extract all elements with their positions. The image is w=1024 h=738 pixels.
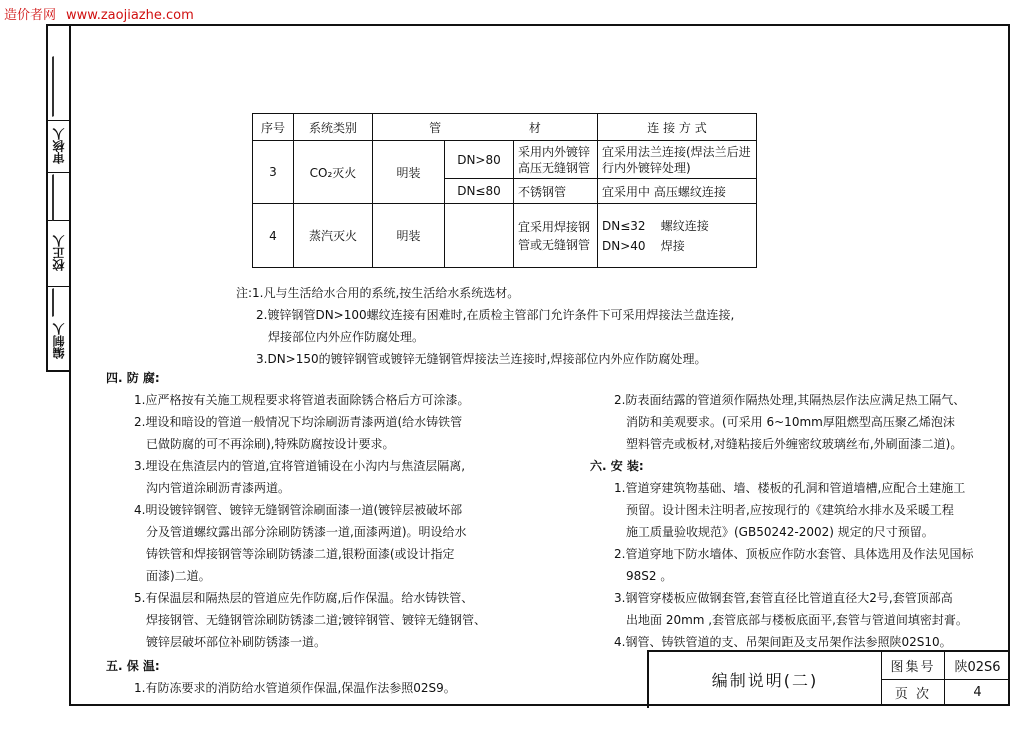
sec4-p5a: 5.有保温层和隔热层的管道应先作防腐,后作保温。给水铸铁管、 — [134, 591, 474, 605]
sec4-p4c: 铸铁管和焊接钢管等涂刷防锈漆二道,银粉面漆(或设计指定 — [146, 547, 455, 561]
drawing-title: 编制说明(二) — [649, 652, 882, 706]
row3b-connection: 宜采用中 高压螺纹连接 — [598, 179, 757, 204]
notes-label: 注: — [236, 286, 253, 300]
sec4-p5c: 镀锌层破坏部位补刷防锈漆一道。 — [146, 635, 327, 649]
col-connection: 连 接 方 式 — [598, 114, 757, 141]
sec4r-p1c: 塑料管壳或板材,对缝粘接后外缠密纹玻璃丝布,外刷面漆二道)。 — [626, 437, 963, 451]
row3-laying: 明装 — [373, 141, 445, 204]
col-index: 序号 — [253, 114, 294, 141]
reviewer-label: 审核人 — [52, 128, 66, 164]
compiler-label: 编制人 — [52, 323, 66, 359]
watermark — [4, 4, 194, 23]
row4-connection — [598, 204, 757, 268]
note-2a: 2.镀锌钢管DN>100螺纹连接有困难时,在质检主管部门允许条件下可采用焊接法兰盘连接, — [256, 308, 735, 322]
section-anticorrosion — [106, 367, 486, 699]
row4-connection-1: DN≤32 螺纹连接 — [602, 218, 709, 233]
sec4-p3a: 3.埋设在焦渣层内的管道,宜将管道铺设在小沟内与焦渣层隔离, — [134, 459, 466, 473]
checker-signature — [52, 169, 68, 221]
row4-material: 宜采用焊接钢管或无缝钢管 — [514, 204, 598, 268]
page-row — [882, 679, 1010, 706]
sec6-p3a: 3.钢管穿楼板应做钢套管,套管直径比管道直径大2号,套管顶部高 — [614, 591, 953, 605]
frame-right — [1008, 24, 1010, 706]
row4-system: 蒸汽灭火 — [294, 204, 373, 268]
sec4-p4b: 分及管道螺纹露出部分涂刷防锈漆一道,面漆两道)。明设给水 — [146, 525, 467, 539]
title-block — [647, 650, 1010, 708]
reviewer-signature — [52, 51, 68, 117]
col-material-a: 管 — [429, 120, 442, 135]
sec6-p2b: 98S2 。 — [626, 569, 673, 583]
row3b-material: 不锈钢管 — [514, 179, 598, 204]
sec6-p4: 4.钢管、铸铁管道的支、吊架间距及支吊架作法参照陕02S10。 — [614, 635, 952, 649]
signature-strip — [46, 24, 71, 372]
checker-label: 校正人 — [52, 235, 66, 271]
sec6-p3b: 出地面 20mm ,套管底部与楼板底面平,套管与管道间填密封膏。 — [626, 613, 968, 627]
notes-block — [236, 282, 734, 370]
watermark-site: 造价者网 — [4, 8, 57, 23]
atlas-value: 陕02S6 — [954, 660, 1001, 675]
sec6-p1c: 施工质量验收规范》(GB50242-2002) 规定的尺寸预留。 — [626, 525, 934, 539]
row3a-connection: 宜采用法兰连接(焊法兰后进行内外镀锌处理) — [598, 141, 757, 179]
sec4-p5b: 焊接钢管、无缝钢管涂刷防锈漆二道;镀锌钢管、镀锌无缝钢管、 — [146, 613, 487, 627]
atlas-label: 图集号 — [882, 652, 945, 679]
row4-dn — [445, 204, 514, 268]
row3a-dn: DN>80 — [445, 141, 514, 179]
page-value: 4 — [973, 685, 982, 700]
pipe-spec-table — [252, 113, 757, 268]
col-material — [373, 114, 598, 141]
row4-connection-2: DN>40 焊接 — [602, 238, 685, 253]
sec4-p1: 1.应严格按有关施工规程要求将管道表面除锈合格后方可涂漆。 — [134, 393, 470, 407]
sec4r-p1b: 消防和美观要求。(可采用 6~10mm厚阻燃型高压聚乙烯泡沫 — [626, 415, 955, 429]
section4-title: 四. 防 腐: — [106, 371, 160, 385]
sec6-p1b: 预留。设计图未注明者,应按现行的《建筑给水排水及采暖工程 — [626, 503, 954, 517]
sec4-p4d: 面漆)二道。 — [146, 569, 211, 583]
sec4-p4a: 4.明设镀锌钢管、镀锌无缝钢管涂刷面漆一道(镀锌层被破坏部 — [134, 503, 463, 517]
sec4-p3b: 沟内管道涂刷沥青漆两道。 — [146, 481, 291, 495]
page-label: 页 次 — [882, 679, 945, 706]
row3-index: 3 — [253, 141, 294, 204]
frame-top — [46, 24, 1009, 26]
sec5-p1: 1.有防冻要求的消防给水管道须作保温,保温作法参照02S9。 — [134, 681, 456, 695]
section5-title: 五. 保 温: — [106, 659, 160, 673]
row4-index: 4 — [253, 204, 294, 268]
note-3: 3.DN>150的镀锌钢管或镀锌无缝钢管焊接法兰连接时,焊接部位内外应作防腐处理。 — [256, 352, 707, 366]
sec4-p2a: 2.埋设和暗设的管道一般情况下均涂刷沥青漆两道(给水铸铁管 — [134, 415, 463, 429]
row3b-dn: DN≤80 — [445, 179, 514, 204]
note-2b: 焊接部位内外应作防腐处理。 — [268, 330, 425, 344]
sec6-p2a: 2.管道穿地下防水墙体、顶板应作防水套管、具体选用及作法见国标 — [614, 547, 974, 561]
row3-system: CO₂灭火 — [294, 141, 373, 204]
atlas-row — [882, 652, 1010, 680]
row4-laying: 明装 — [373, 204, 445, 268]
compiler-signature — [52, 283, 68, 317]
watermark-url: www.zaojiazhe.com — [66, 8, 194, 23]
note-1: 1.凡与生活给水合用的系统,按生活给水系统选材。 — [252, 286, 520, 300]
section6-title: 六. 安 装: — [590, 459, 644, 473]
sec6-p1a: 1.管道穿建筑物基础、墙、楼板的孔洞和管道墙槽,应配合土建施工 — [614, 481, 966, 495]
sec4r-p1a: 2.防表面结露的管道须作隔热处理,其隔热层作法应满足热工隔气、 — [614, 393, 966, 407]
section-right — [590, 389, 973, 653]
row3a-material: 采用内外镀锌高压无缝钢管 — [514, 141, 598, 179]
col-system: 系统类别 — [294, 114, 373, 141]
sec4-p2b: 已做防腐的可不再涂刷),特殊防腐按设计要求。 — [146, 437, 395, 451]
col-material-b: 材 — [528, 120, 541, 135]
